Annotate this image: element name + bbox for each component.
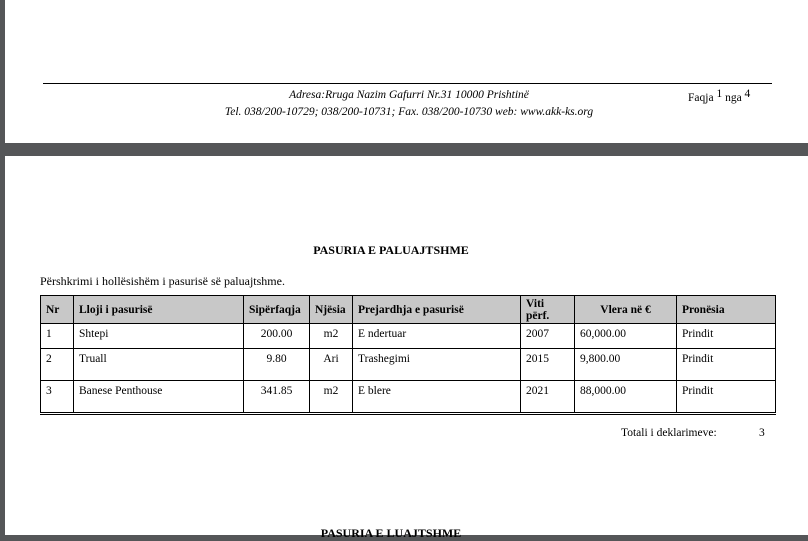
- cell-origin: E ndertuar: [353, 324, 521, 349]
- footer-address: Adresa:Rruga Nazim Gafurri Nr.31 10000 Prishtinë: [289, 89, 529, 101]
- cell-ownership: Prindit: [677, 349, 776, 381]
- cell-value: 88,000.00: [575, 381, 677, 414]
- table-row: [41, 381, 776, 414]
- column-header: Viti përf.: [521, 296, 575, 324]
- cell-year: 2015: [521, 349, 575, 381]
- table-header-row: [41, 296, 776, 324]
- column-header: Prejardhja e pasurisë: [353, 296, 521, 324]
- section-description: Përshkrimi i hollësishëm i pasurisë së paluajtshme.: [40, 274, 285, 288]
- cell-unit: Ari: [310, 349, 353, 381]
- cell-area: 9.80: [244, 349, 310, 381]
- total-value: 3: [759, 427, 765, 439]
- page-number: [688, 88, 751, 104]
- table-row: [41, 324, 776, 349]
- cell-type: Shtepi: [74, 324, 244, 349]
- cell-type: Truall: [74, 349, 244, 381]
- previous-page: [5, 0, 808, 143]
- cell-ownership: Prindit: [677, 324, 776, 349]
- page-of-label: nga: [725, 92, 742, 104]
- cell-ownership: Prindit: [677, 381, 776, 414]
- declarations-total: [621, 427, 765, 439]
- column-header: Nr: [41, 296, 74, 324]
- next-section-title: PASURIA E LUAJTSHME: [320, 526, 462, 540]
- column-header: Sipërfaqja: [244, 296, 310, 324]
- cell-value: 9,800.00: [575, 349, 677, 381]
- page-current: 1: [716, 88, 723, 100]
- cell-unit: m2: [310, 381, 353, 414]
- footer-divider: [43, 83, 772, 84]
- cell-year: 2007: [521, 324, 575, 349]
- cell-type: Banese Penthouse: [74, 381, 244, 414]
- cell-area: 341.85: [244, 381, 310, 414]
- column-header: Lloji i pasurisë: [74, 296, 244, 324]
- section-title: PASURIA E PALUAJTSHME: [313, 243, 469, 257]
- column-header: Njësia: [310, 296, 353, 324]
- column-header: Vlera në €: [575, 296, 677, 324]
- page-total: 4: [744, 88, 751, 100]
- cell-year: 2021: [521, 381, 575, 414]
- table-row: [41, 349, 776, 381]
- footer-contact: Tel. 038/200-10729; 038/200-10731; Fax. 038/200-10730 web: www.akk-ks.org: [224, 106, 594, 118]
- page-label: Faqja: [688, 92, 714, 104]
- real-estate-table: [40, 295, 776, 415]
- current-page: [5, 156, 808, 540]
- cell-nr: 3: [41, 381, 74, 414]
- total-label: Totali i deklarimeve:: [621, 427, 717, 439]
- cell-value: 60,000.00: [575, 324, 677, 349]
- cell-origin: E blere: [353, 381, 521, 414]
- column-header: Pronësia: [677, 296, 776, 324]
- cell-area: 200.00: [244, 324, 310, 349]
- cell-origin: Trashegimi: [353, 349, 521, 381]
- cell-nr: 2: [41, 349, 74, 381]
- cell-nr: 1: [41, 324, 74, 349]
- cell-unit: m2: [310, 324, 353, 349]
